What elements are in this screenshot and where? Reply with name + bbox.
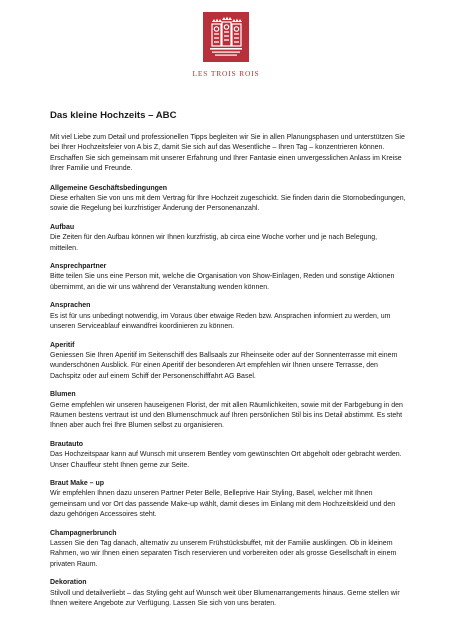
page-title: Das kleine Hochzeits – ABC	[50, 110, 177, 121]
section-heading: Blumen	[50, 391, 76, 399]
section-agb	[50, 184, 406, 215]
section-heading: Dekoration	[50, 579, 87, 587]
section-text: Diese erhalten Sie von uns mit dem Vertrag für Ihre Hochzeit zugeschickt. Sie finden darin die Stornobedingungen, sowie die Regelung bei kurzfristiger Änderung der Personenanzahl.	[50, 195, 406, 213]
section-text: Stilvoll und detailverliebt – das Styling geht auf Wunsch weit über Blumenarrangements hinaus. Gerne stellen wir Ihnen weitere Angebote zur Verfügung. Lassen Sie sich von uns beraten.	[50, 589, 400, 608]
section-heading: Allgemeine Geschäftsbedingungen	[50, 184, 168, 192]
section-ansprachen	[50, 301, 406, 332]
section-text: Gerne empfehlen wir unseren hauseigenen Florist, der mit allen Räumlichkeiten, sowie mit der Farbgebung in den Räumen bestens vertraut ist und den Blumenschmuck auf Ihren persönlichen Stil bis ins Detail abstimmt. Es steht Ihnen aber auch frei Ihre Blumen selbst zu organisieren.	[50, 401, 403, 430]
section-dekoration	[50, 578, 406, 609]
section-text: Es ist für uns unbedingt notwendig, im Voraus über etwaige Reden bzw. Ansprachen informiert zu werden, um unseren Serviceablauf einwandfrei koordinieren zu können.	[50, 312, 391, 331]
three-kings-crest-icon	[203, 12, 249, 62]
section-braut-make-up	[50, 479, 406, 521]
section-aperitif	[50, 341, 406, 383]
intro-paragraph: Mit viel Liebe zum Detail und professionellen Tipps begleiten wir Sie in allen Planungsphasen und unterstützen Sie bei Ihrer Hochzeitsfeier von A bis Z, damit Sie sich auf das Wesentliche – Ihren Tag – konzentrieren können. Erschaffen Sie sich gemeinsam mit unserer Erfahrung und Ihrer Fantasie einen unvergesslichen Anlass im Kreise Ihrer Familie und Freunde.	[50, 134, 405, 173]
section-champagnerbrunch	[50, 529, 406, 571]
section-heading: Ansprechpartner	[50, 263, 107, 271]
section-blumen	[50, 390, 406, 432]
section-ansprechpartner	[50, 262, 406, 293]
section-text: Bitte teilen Sie uns eine Person mit, welche die Organisation von Show-Einlagen, Reden und sonstige Aktionen übernimmt, an die wir uns während der Veranstaltung wenden können.	[50, 273, 395, 291]
section-heading: Ansprachen	[50, 302, 91, 310]
section-text: Die Zeiten für den Aufbau können wir Ihnen kurzfristig, ab circa eine Woche vorher und je nach Belegung, mitteilen.	[50, 234, 378, 252]
brand-name: LES TROIS ROIS	[192, 69, 260, 78]
section-text: Das Hochzeitspaar kann auf Wunsch mit unserem Bentley vom gewünschten Ort abgeholt oder gebracht werden. Unser Chauffeur steht Ihnen gerne zur Seite.	[50, 451, 402, 469]
section-heading: Braut Make – up	[50, 479, 105, 487]
section-heading: Brautauto	[50, 440, 84, 448]
section-heading: Aufbau	[50, 223, 75, 231]
section-heading: Champagnerbrunch	[50, 529, 117, 537]
header-logo	[0, 12, 452, 78]
section-text: Geniessen Sie Ihren Aperitif im Seitenschiff des Ballsaals zur Rheinseite oder auf der Sonnenterrasse mit einem wunderschönen Ausblick. Für einen Aperitif der besonderen Art empfehlen wir Ihnen unsere Terrasse, den Dachspitz oder auf einem Schiff der Personenschifffahrt AG Basel.	[50, 351, 398, 380]
section-text: Wir empfehlen Ihnen dazu unseren Partner Peter Belle, Belleprive Hair Styling, Basel, welcher mit Ihnen gemeinsam und vor Ort das passende Make-up wählt, damit dieses im Einlang mit dem Hochzeitskleid und den dazu gehörigen Accessoires steht.	[50, 490, 396, 519]
section-brautauto	[50, 440, 406, 471]
section-text: Lassen Sie den Tag danach, alternativ zu unserem Frühstücksbuffet, mit der Familie ausklingen. Ob in kleinem Rahmen, wo wir Ihnen einen separaten Tisch reservieren und vorbereiten oder als grosse Gesellschaft in einem privaten Raum.	[50, 540, 397, 568]
section-heading: Aperitif	[50, 341, 75, 349]
document-body	[50, 110, 406, 617]
section-aufbau	[50, 223, 406, 254]
